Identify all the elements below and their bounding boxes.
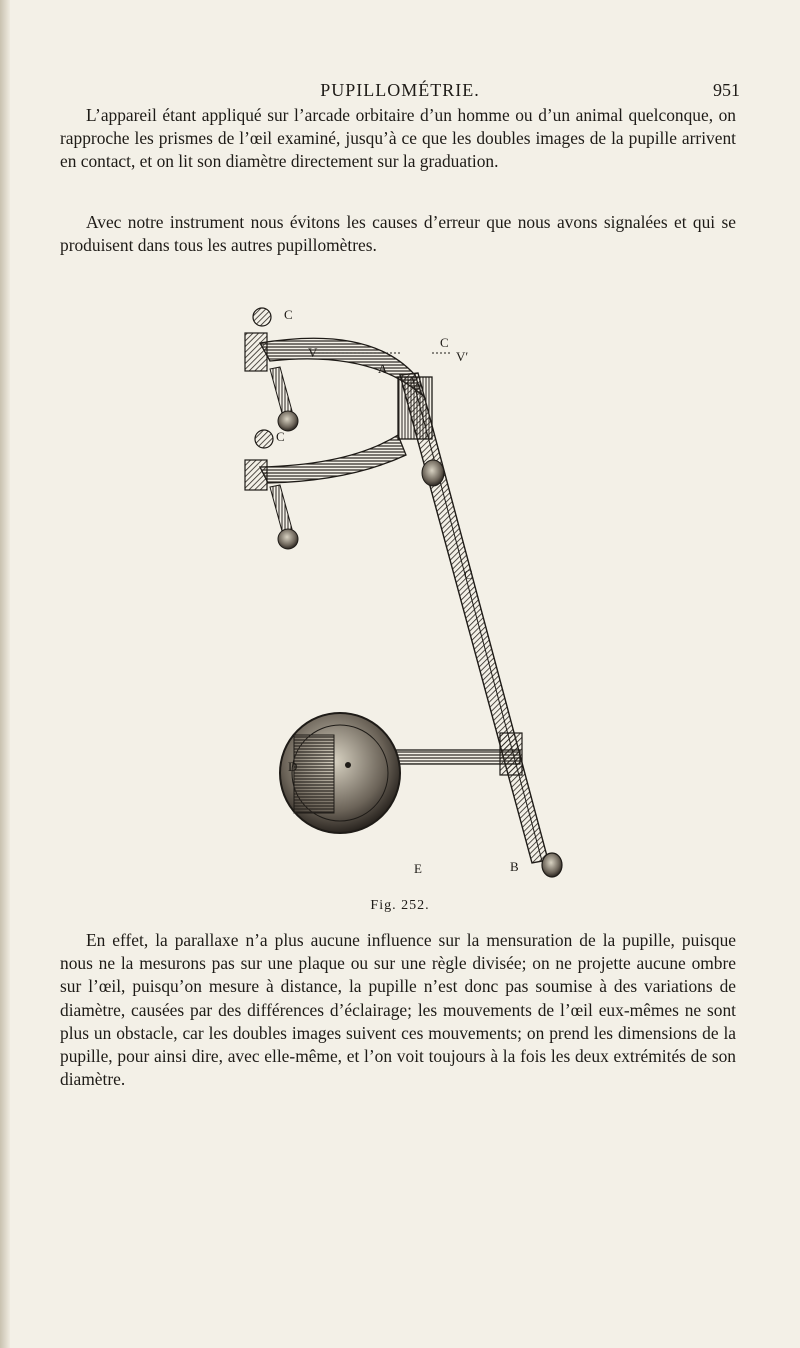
paragraph-3: En effet, la parallaxe n’a plus aucune influence sur la mensuration de la pupille, puisque nous ne la mesurons pas sur une plaque ou sur une règle divisée; on ne projette aucune ombre sur l’œil, puisqu’on mesure à distance, la pupille n’est donc pas soumise à des variations de diamètre, causées par des différences d’éclairage; les mouvements de l’œil eux-mêmes ne sont plus un obstacle, car les doubles images suivent ces mouvements; on prend les dimensions de la pupille, pour ainsi dire, avec elle-même, et l’on voit toujours à la fois les deux extrémités de son diamètre. [60,930,736,1090]
diagonal-arm [400,373,548,863]
label-v: V [308,345,318,360]
lower-arm [245,430,406,549]
running-title: PUPILLOMÉTRIE. [320,80,480,100]
running-head [60,80,740,106]
upper-prism-block [398,377,444,486]
graduated-disc [280,713,400,833]
label-c-mid: C [440,335,449,350]
label-d: D [288,759,298,774]
label-c-top: C [284,307,293,322]
page-number: 951 [713,80,740,100]
bottom-knob [542,853,562,877]
figure-pupillometer [200,295,600,895]
label-a: A [378,361,388,376]
label-b: B [510,859,519,874]
binding-edge [0,0,10,1348]
label-v-prime: V′ [456,349,469,364]
figure-caption: Fig. 252. [370,898,430,913]
label-c-left: C [276,429,285,444]
label-c-right: C [464,567,473,582]
label-e: E [414,861,422,876]
pupillometer-engraving [200,295,600,895]
paragraph-2: Avec notre instrument nous évitons les causes d’erreur que nous avons signalées et qui se produisent dans tous les autres pupillomètres. [60,212,736,256]
paragraph-1: L’appareil étant appliqué sur l’arcade orbitaire d’un homme ou d’un animal quelconque, on rapproche les prismes de l’œil examiné, jusqu’à ce que les doubles images de la pupille arrivent en contact, et on lit son diamètre directement sur la graduation. [60,105,736,172]
upper-arm [245,308,422,431]
